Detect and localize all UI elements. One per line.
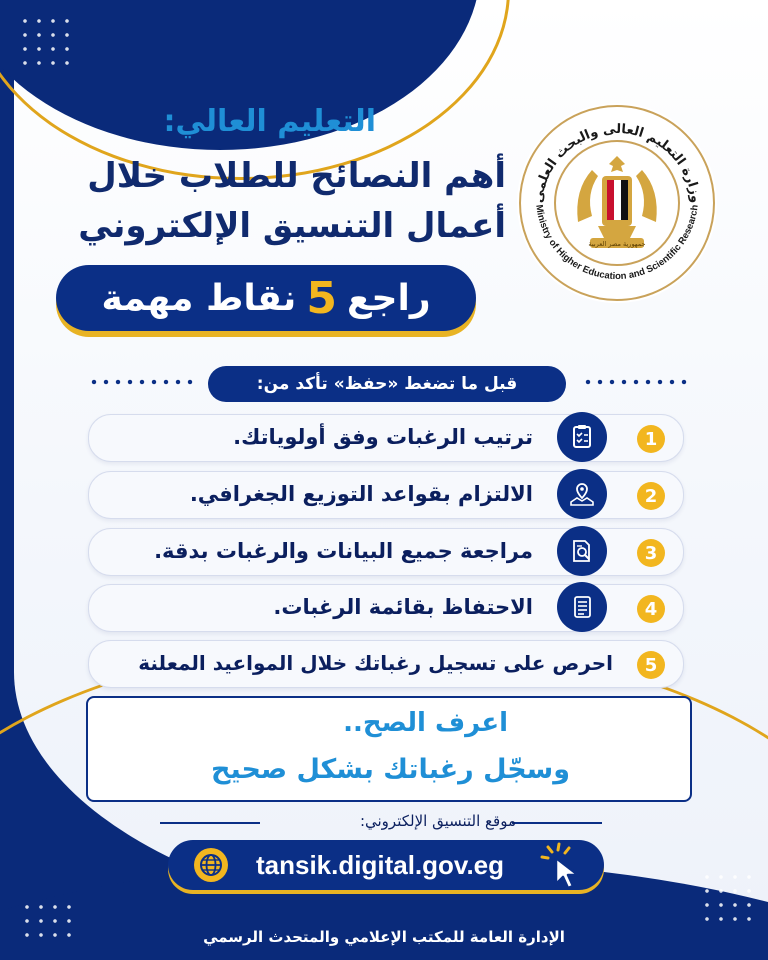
map-pin-icon: [557, 469, 607, 519]
tip-row-4: [88, 584, 684, 632]
divider-line: [512, 822, 602, 824]
dot-divider: [88, 378, 198, 386]
globe-icon: [194, 848, 228, 882]
divider-line: [160, 822, 260, 824]
tip-number-badge: 2: [637, 482, 665, 510]
pill-number: 5: [306, 272, 337, 324]
tip-number-badge: 5: [637, 651, 665, 679]
tip-text: مراجعة جميع البيانات والرغبات بدقة.: [154, 539, 533, 563]
ministry-seal-icon: [512, 98, 722, 308]
tip-text: الاحتفاظ بقائمة الرغبات.: [273, 595, 533, 619]
tip-number-badge: 1: [637, 425, 665, 453]
document-list-icon: [557, 582, 607, 632]
tip-text: ترتيب الرغبات وفق أولوياتك.: [233, 425, 533, 449]
tip-row-1: [88, 414, 684, 462]
pill-text-end: نقاط مهمة: [101, 277, 297, 319]
tip-number-badge: 4: [637, 595, 665, 623]
headline-pill: [56, 265, 476, 331]
dot-divider: [582, 378, 692, 386]
cursor-click-icon: [538, 842, 588, 896]
logo-caption: جمهورية مصر العربية: [588, 240, 646, 248]
logo-arabic-text: وزارة التعليم العالى والبحث العلمى: [530, 121, 703, 204]
tip-row-5: [88, 640, 684, 688]
site-label: موقع التنسيق الإلكتروني:: [359, 812, 516, 830]
site-url-text: tansik.digital.gov.eg: [256, 850, 505, 880]
tip-text: الالتزام بقواعد التوزيع الجغرافي.: [189, 482, 533, 506]
title-line-1: التعليم العالي:: [163, 104, 376, 139]
ministry-logo: [512, 98, 722, 308]
title-line-3: أعمال التنسيق الإلكتروني: [78, 206, 506, 246]
callout-line-2: وسجّل رغباتك بشكل صحيح: [211, 754, 570, 785]
callout-box: [86, 696, 692, 802]
tip-row-2: [88, 471, 684, 519]
document-search-icon: [557, 526, 607, 576]
title-line-2: أهم النصائح للطلاب خلال: [87, 156, 506, 196]
tip-number-badge: 3: [637, 539, 665, 567]
pill-text-start: راجع: [346, 277, 431, 319]
tip-row-3: [88, 528, 684, 576]
footer-credit: الإدارة العامة للمكتب الإعلامي والمتحدث الرسمي: [203, 928, 565, 946]
tip-text: احرص على تسجيل رغباتك خلال المواعيد المعلنة: [138, 651, 613, 675]
subheader: قبل ما تضغط «حفظ» تأكد من:: [208, 366, 566, 402]
logo-english-text: Ministry of Higher Education and Scientific Research: [533, 204, 701, 283]
checklist-icon: [557, 412, 607, 462]
callout-line-1: اعرف الصح..: [343, 708, 508, 738]
